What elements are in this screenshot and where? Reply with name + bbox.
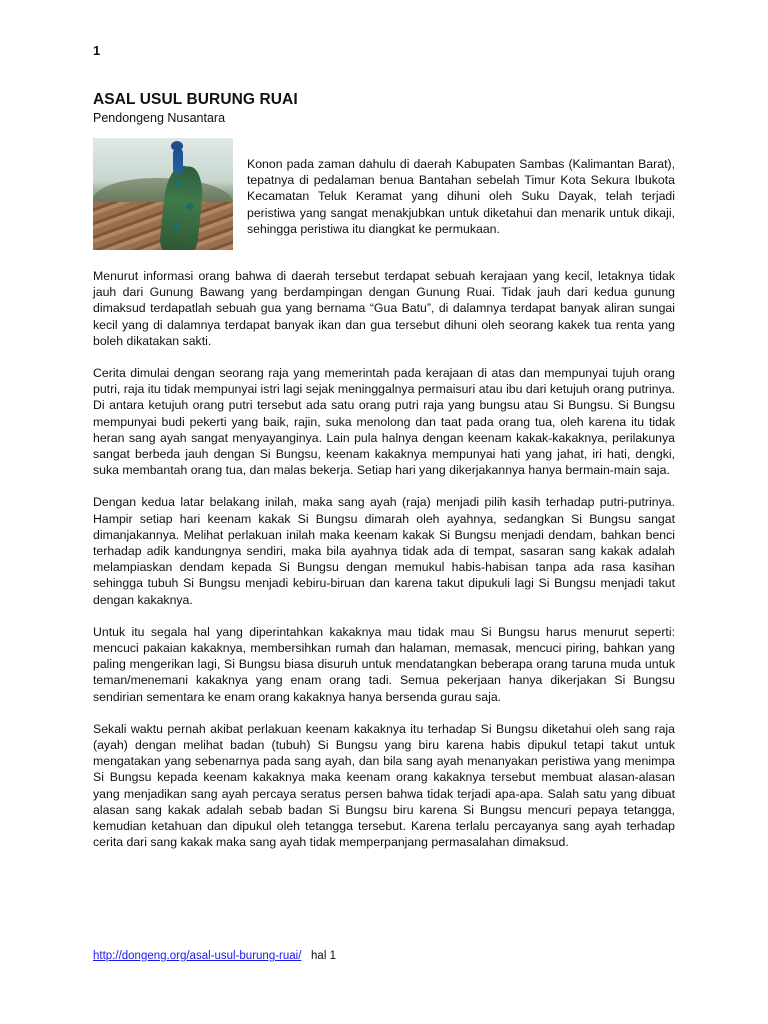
story-author: Pendongeng Nusantara (93, 111, 226, 125)
document-header (93, 90, 675, 126)
story-title: ASAL USUL BURUNG RUAI (93, 91, 298, 108)
paragraph-5: Untuk itu segala hal yang diperintahkan kakaknya mau tidak mau Si Bungsu harus menurut seperti: mencuci pakaian kakaknya, membersihkan rumah dan halaman, memasak, mencuci piring, bahkan yang paling mengerikan lagi, Si Bungsu biasa disuruh untuk mendatangkan beberapa orang taruna muda untuk teman/menemani kakaknya yang enam orang tadi. Semua pekerjaan hanya dikerjakan Si Bungsu sendirian sementara ke enam orang kakaknya hanya bersenda gurau saja. (93, 624, 675, 704)
footer-page-label: hal 1 (311, 950, 336, 962)
peacock-neck (173, 148, 183, 174)
peacock-photo (93, 138, 233, 250)
paragraph-2: Menurut informasi orang bahwa di daerah tersebut terdapat sebuah kerajaan yang kecil, letaknya tidak jauh dari Gunung Bawang yang berdampingan dengan Gunung Ruai. Tidak jauh dari kedua gunung dimaksud terdapatlah sebuah gua yang bernama “Gua Batu”, di dalamnya terdapat banyak aliran sungai kecil yang di dalamnya terdapat banyak ikan dan gua tersebut dihuni oleh seorang kakek tua renta yang boleh dikatakan sakti. (93, 269, 675, 348)
page-number: 1 (93, 43, 101, 58)
paragraph-1: Konon pada zaman dahulu di daerah Kabupaten Sambas (Kalimantan Barat), tepatnya di pedalaman benua Bantahan sebelah Timur Kota Sekura Ibukota Kecamatan Teluk Keramat yang dihuni oleh Suku Dayak, telah terjadi peristiwa yang sangat menakjubkan untuk diketahui dan menarik untuk dikaji, sehingga peristiwa itu diangkat ke permukaan. (247, 157, 675, 236)
peacock-head (171, 141, 183, 151)
paragraph-4: Dengan kedua latar belakang inilah, maka sang ayah (raja) menjadi pilih kasih terhadap putri-putrinya. Hampir setiap hari keenam kakak Si Bungsu dimarah oleh ayahnya, sedangkan Si Bungsu sangat dimanjakannya. Melihat perlakuan inilah maka keenam kakak Si Bungsu menjadi dendam, bahkan benci terhadap adik kandungnya sendiri, maka bila ayahnya tidak ada di tempat, sasaran sang kakak adalah melampiaskan dendam kepada Si Bungsu dengan memukul habis-habisan tanpa ada rasa kasihan sehingga tubuh Si Bungsu menjadi kebiru-biruan dan karena takut dipukuli lagi Si Bungsu menjadi takut dengan kakaknya. (93, 495, 675, 607)
paragraph-6: Sekali waktu pernah akibat perlakuan keenam kakaknya itu terhadap Si Bungsu diketahui oleh sang raja (ayah) dengan melihat badan (tubuh) Si Bungsu yang biru karena habis dipukul tetapi takut untuk mengatakan yang sebenarnya pada sang ayah, dan bila sang ayah menanyakan peristiwa yang menimpa Si Bungsu kepada keenam kakaknya maka keenam orang kakaknya tersebut membuat alasan-alasan yang menjadikan sang ayah percaya seratus persen bahwa tidak terjadi apa-apa. Salah satu yang dibuat alasan sang kakak adalah sebab badan Si Bungsu biru karena Si Bungsu mencuri pepaya tetangga, kemudian ketahuan dan dipukul oleh tetangga tersebut. Karena terlalu percayanya sang ayah terhadap cerita dari sang kakak maka sang ayah tidak memperpanjang permasalahan dimaksud. (93, 721, 675, 850)
story-body (93, 156, 675, 867)
paragraph-3: Cerita dimulai dengan seorang raja yang memerintah pada kerajaan di atas dan mempunyai tujuh orang putri, raja itu tidak mempunyai istri lagi sejak meninggalnya permaisuri atau ibu dari ketujuh orang putrinya. Di antara ketujuh orang putri tersebut ada satu orang putri raja yang bungsu atau Si Bungsu. Si Bungsu mempunyai budi pekerti yang baik, rajin, suka menolong dan taat pada orang tua, oleh karena itu tidak heran sang ayah sangat menyayanginya. Lain pula halnya dengan keenam kakak-kakaknya, perilakunya sangat berbeda jauh dengan Si Bungsu, keenam kakaknya mempunyai hati yang jahat, iri hati, dengki, suka membantah orang tua, dan malas bekerja. Setiap hari yang dikerjakannya hanya bermain-main saja. (93, 366, 675, 478)
page-footer (93, 950, 336, 962)
source-link[interactable]: http://dongeng.org/asal-usul-burung-ruai/ (93, 950, 302, 962)
